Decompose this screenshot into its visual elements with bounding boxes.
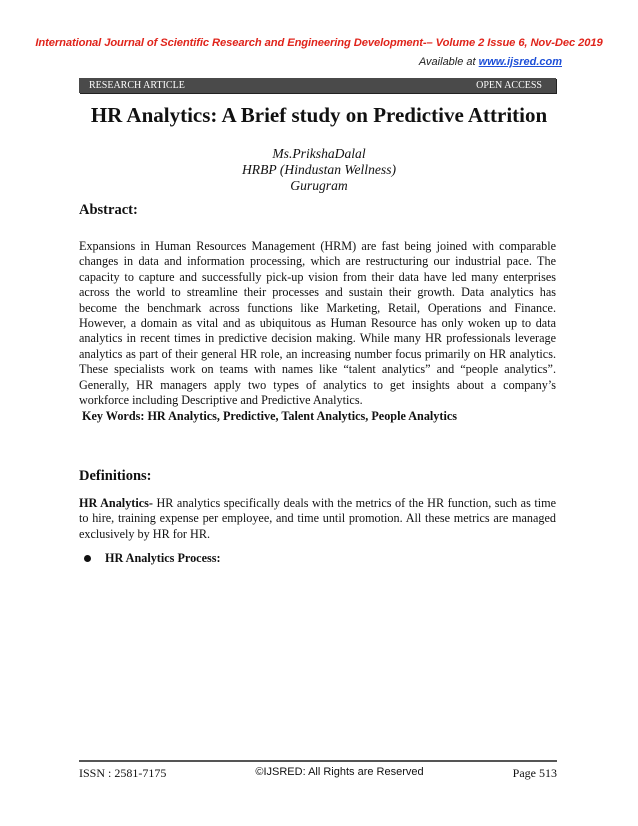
bullet-label: HR Analytics Process: <box>105 551 221 565</box>
journal-website-link[interactable]: www.ijsred.com <box>478 56 562 68</box>
available-prefix: Available at <box>418 56 476 68</box>
article-type-label: RESEARCH ARTICLE <box>89 80 185 91</box>
footer-rights: ©IJSRED: All Rights are Reserved <box>255 766 424 778</box>
bullet-item <box>84 551 221 566</box>
definition-term: HR Analytics- <box>79 496 153 510</box>
footer-divider <box>79 760 557 762</box>
article-type-bar <box>79 78 556 93</box>
paper-title: HR Analytics: A Brief study on Predictive Attrition <box>90 103 548 127</box>
bullet-dot-icon <box>84 555 91 562</box>
author-affiliation: HRBP (Hindustan Wellness) <box>241 162 397 177</box>
abstract-text: Expansions in Human Resources Management (HRM) are fast being joined with comparable changes in data and information processing, which are restructuring our industrial pace. The capacity to capture and successfully pick-up vision from their data have led many enterprises across the world to streamline their processes and sustain their growth. Data analytics has become the benchmark across functions like Marketing, Retail, Operations and Finance. However, a domain as vital and as ubiquitous as Human Resource has only woken up to data analytics in recent times in predictive decision making. While many HR professionals leverage analytics as part of their general HR role, an increasing number focus primarily on HR analytics. These specialists work on teams with names like “talent analytics” and “people analytics”. Generally, HR managers apply two types of analytics to get insights about a company’s workforce including Descriptive and Predictive Analytics. <box>79 239 556 408</box>
page-footer <box>79 766 557 781</box>
author-name: Ms.PrikshaDalal <box>272 146 366 161</box>
definition-paragraph <box>79 496 556 542</box>
keywords-line: Key Words: HR Analytics, Predictive, Talent Analytics, People Analytics <box>82 409 457 423</box>
abstract-heading: Abstract: <box>79 202 138 218</box>
open-access-label: OPEN ACCESS <box>476 80 542 91</box>
journal-header: International Journal of Scientific Research and Engineering Development-– Volume 2 Issue 6, Nov-Dec 2019 <box>35 37 603 49</box>
author-location: Gurugram <box>290 178 348 193</box>
availability-line <box>419 56 562 68</box>
footer-issn: ISSN : 2581-7175 <box>79 766 167 780</box>
definition-text: HR analytics specifically deals with the metrics of the HR function, such as time to hire, training expense per employee, and time until promotion. All these metrics are managed exclusively by HR for HR. <box>79 496 556 541</box>
definitions-heading: Definitions: <box>79 468 152 484</box>
footer-page-number: Page 513 <box>512 766 557 780</box>
